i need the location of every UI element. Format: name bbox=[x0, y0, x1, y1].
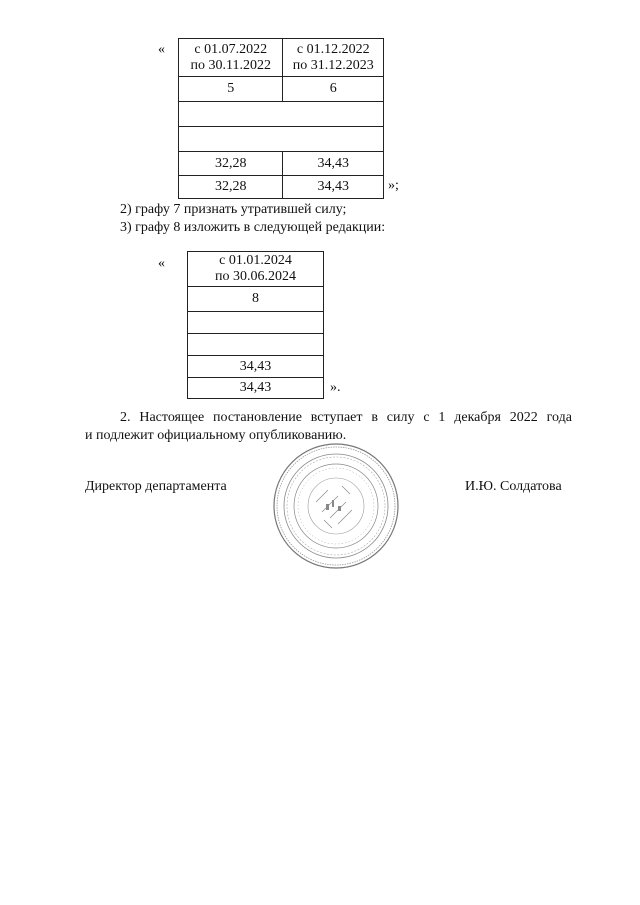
empty-row bbox=[188, 312, 324, 334]
signatory-name: И.Ю. Солдатова bbox=[465, 479, 562, 494]
header-cell-col8 bbox=[188, 252, 324, 287]
paragraph-line-2: и подлежит официальному опубликованию. bbox=[85, 428, 347, 443]
tariff-table-1 bbox=[178, 38, 384, 199]
value-cell: 32,28 bbox=[179, 152, 283, 176]
header-to: по 30.11.2022 bbox=[190, 57, 271, 73]
header-from: с 01.01.2024 bbox=[219, 253, 292, 268]
empty-row bbox=[179, 127, 384, 152]
empty-row bbox=[188, 334, 324, 356]
close-quote-2: ». bbox=[330, 380, 341, 395]
item-2: 2) графу 7 признать утратившей силу; bbox=[120, 202, 347, 217]
header-to: по 31.12.2023 bbox=[292, 57, 374, 73]
item-3: 3) графу 8 изложить в следующей редакции: bbox=[120, 220, 386, 235]
col-number-cell: 8 bbox=[188, 287, 324, 312]
empty-row bbox=[179, 102, 384, 127]
tariff-table-2 bbox=[187, 251, 324, 399]
signatory-position: Директор департамента bbox=[85, 479, 227, 494]
close-quote-1: »; bbox=[388, 178, 399, 193]
official-seal-stamp bbox=[272, 442, 400, 570]
value-cell: 34,43 bbox=[188, 356, 324, 378]
open-quote-1: « bbox=[158, 42, 165, 57]
header-from: с 01.12.2022 bbox=[296, 41, 370, 57]
value-cell: 34,43 bbox=[188, 378, 324, 399]
header-cell-col5 bbox=[179, 39, 283, 77]
open-quote-2: « bbox=[158, 256, 165, 271]
header-cell-col6 bbox=[283, 39, 384, 77]
paragraph-line-1: 2. Настоящее постановление вступает в силу с 1 декабря 2022 года bbox=[120, 410, 572, 425]
value-cell: 34,43 bbox=[283, 176, 384, 199]
col-number-cell: 6 bbox=[283, 77, 384, 102]
value-cell: 32,28 bbox=[179, 176, 283, 199]
header-to: по 30.06.2024 bbox=[215, 269, 296, 284]
col-number-cell: 5 bbox=[179, 77, 283, 102]
value-cell: 34,43 bbox=[283, 152, 384, 176]
header-from: с 01.07.2022 bbox=[194, 41, 268, 57]
